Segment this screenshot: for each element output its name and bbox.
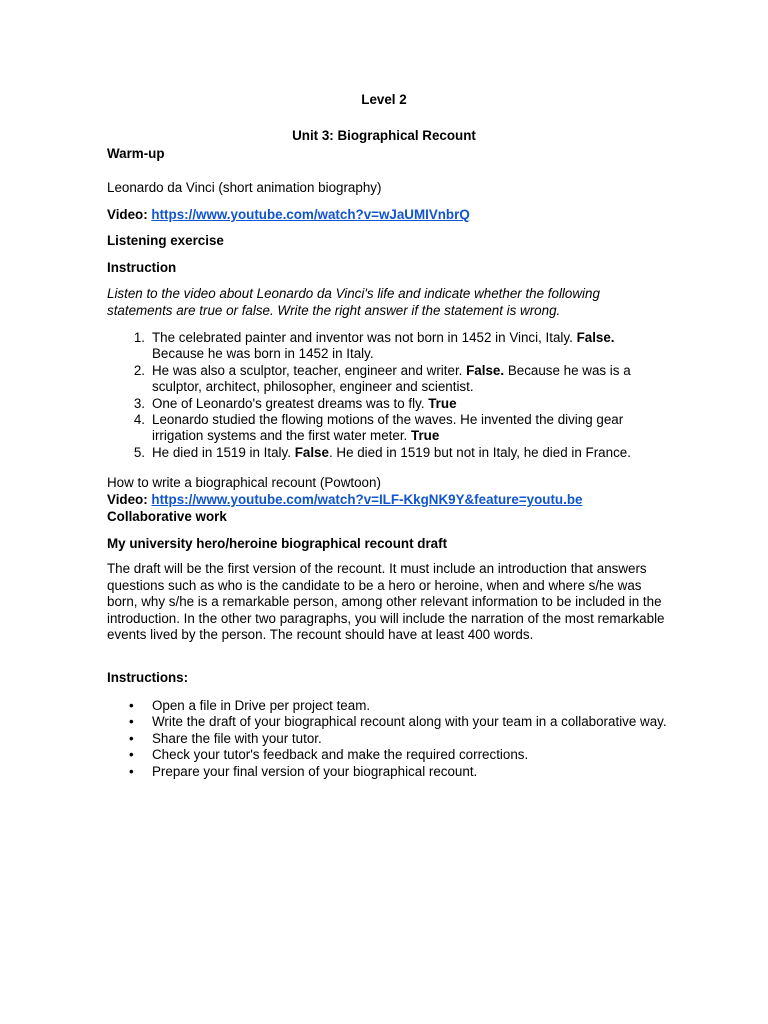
- list-item: [107, 714, 667, 730]
- video-label: Video:: [107, 492, 148, 507]
- list-item: [107, 363, 667, 396]
- statement-correction: Because he was is a sculptor, architect, philosopher, engineer and scientist.: [152, 362, 631, 395]
- instructions-heading: Instructions:: [107, 670, 189, 685]
- instructions-list: [107, 698, 667, 780]
- warmup-heading: Warm-up: [107, 146, 165, 161]
- list-item: [107, 731, 667, 747]
- statement-answer: True: [411, 428, 440, 444]
- unit-title: Unit 3: Biographical Recount: [292, 128, 476, 143]
- howto-intro: How to write a biographical recount (Powtoon): [107, 475, 381, 490]
- list-item: [107, 412, 667, 445]
- list-item-number: 5.: [133, 444, 145, 460]
- level-heading: Level 2: [361, 92, 407, 107]
- draft-heading: My university hero/heroine biographical recount draft: [107, 536, 448, 551]
- warmup-video-link[interactable]: https://www.youtube.com/watch?v=wJaUMIVnbrQ: [151, 207, 470, 222]
- list-item-number: 4.: [133, 412, 145, 428]
- collab-heading: Collaborative work: [107, 509, 227, 524]
- bullet-text: Share the file with your tutor.: [152, 730, 322, 746]
- bullet-icon: •: [129, 730, 134, 746]
- list-item-number: 3.: [133, 395, 145, 411]
- video-label: Video:: [107, 207, 148, 222]
- statement-text: He died in 1519 in Italy.: [152, 444, 291, 460]
- list-item: [107, 764, 667, 780]
- statement-text: One of Leonardo's greatest dreams was to fly.: [152, 395, 425, 411]
- bullet-icon: •: [129, 714, 134, 730]
- list-item: [107, 330, 667, 363]
- instruction-heading: Instruction: [107, 260, 177, 275]
- howto-video-line: [107, 492, 582, 508]
- statement-correction: . He died in 1519 but not in Italy, he died in France.: [328, 444, 631, 460]
- statements-list: [107, 330, 667, 461]
- warmup-intro: Leonardo da Vinci (short animation biography): [107, 180, 382, 195]
- statement-answer: False.: [576, 330, 615, 345]
- bullet-text: Check your tutor's feedback and make the required corrections.: [152, 747, 529, 763]
- statement-answer: False: [294, 444, 329, 460]
- howto-video-link[interactable]: https://www.youtube.com/watch?v=ILF-KkgNK9Y&feature=youtu.be: [151, 492, 583, 507]
- list-item: [107, 698, 667, 714]
- list-item-number: 2.: [133, 362, 145, 378]
- list-item: [107, 747, 667, 763]
- draft-paragraph: The draft will be the first version of the recount. It must include an introduction that answers questions such as who is the candidate to be a hero or heroine, when and where s/he was born, why s/he is a remarkable person, among other relevant information to be included in the introduction. In the other two paragraphs, you will include the narration of the most remarkable events lived by the person. The recount should have at least 400 words.: [107, 561, 665, 642]
- statement-text: Leonardo studied the flowing motions of the waves. He invented the diving gear irrigation systems and the first water meter.: [152, 412, 624, 444]
- statement-correction: Because he was born in 1452 in Italy.: [152, 346, 374, 362]
- listening-heading: Listening exercise: [107, 233, 224, 248]
- statement-text: He was also a sculptor, teacher, engineer and writer.: [152, 362, 463, 378]
- statement-answer: False.: [466, 362, 505, 378]
- list-item: [107, 396, 667, 412]
- list-item: [107, 445, 667, 461]
- bullet-icon: •: [129, 763, 134, 779]
- list-item-number: 1.: [133, 330, 145, 345]
- bullet-text: Write the draft of your biographical recount along with your team in a collaborative way.: [152, 714, 667, 730]
- bullet-icon: •: [129, 747, 134, 763]
- statement-text: The celebrated painter and inventor was not born in 1452 in Vinci, Italy.: [152, 330, 573, 345]
- statement-answer: True: [428, 395, 457, 411]
- instruction-text: Listen to the video about Leonardo da Vinci's life and indicate whether the following statements are true or false. Write the right answer if the statement is wrong.: [107, 286, 600, 318]
- bullet-text: Prepare your final version of your biographical recount.: [152, 763, 478, 779]
- bullet-icon: •: [129, 698, 134, 713]
- warmup-video-line: [107, 207, 470, 223]
- bullet-text: Open a file in Drive per project team.: [152, 698, 371, 713]
